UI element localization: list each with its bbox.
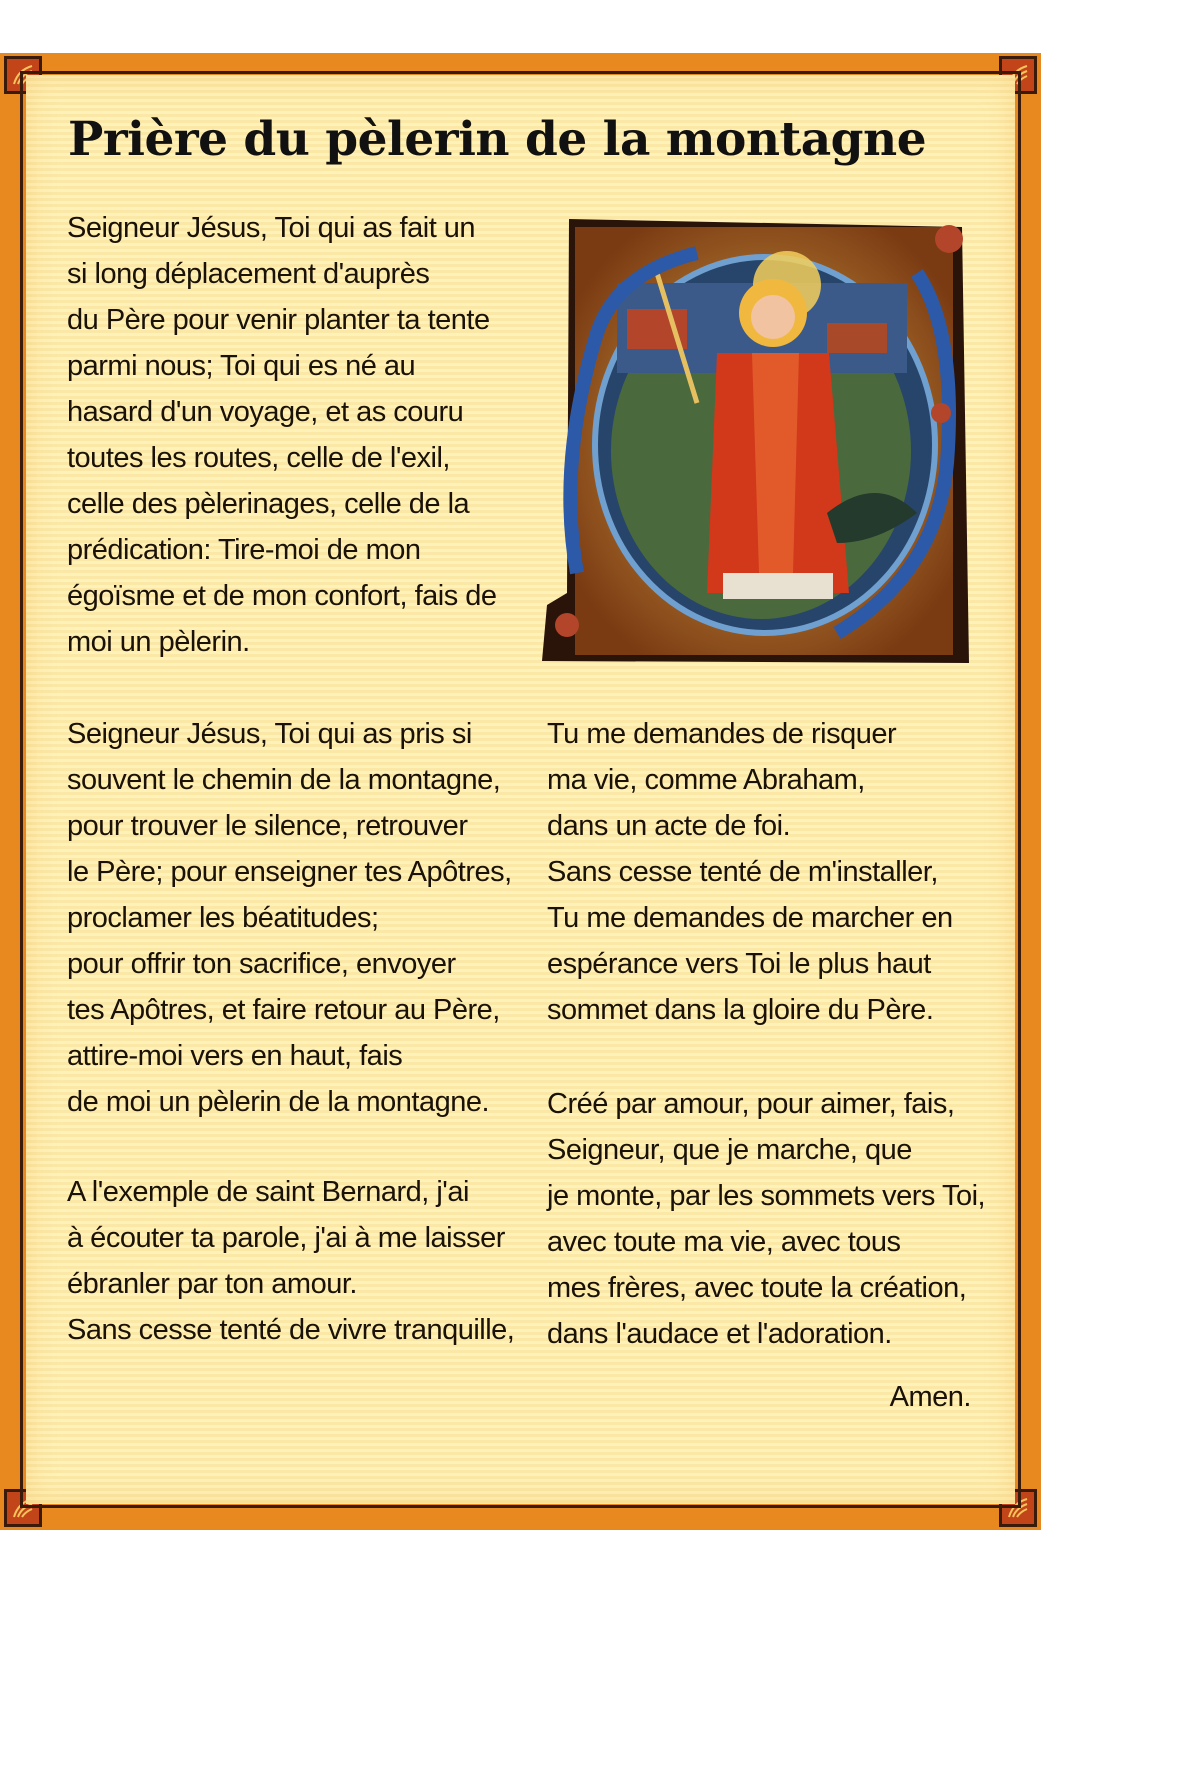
text-line: Sans cesse tenté de m'installer, bbox=[547, 856, 938, 888]
text-line: de moi un pèlerin de la montagne. bbox=[67, 1086, 490, 1118]
paragraph-4 bbox=[547, 711, 953, 1033]
text-line: ébranler par ton amour. bbox=[67, 1268, 357, 1300]
text-line: Créé par amour, pour aimer, fais, bbox=[547, 1088, 955, 1120]
illuminated-letter-image bbox=[537, 213, 977, 671]
page-title: Prière du pèlerin de la montagne bbox=[68, 112, 927, 167]
text-line: Seigneur, que je marche, que bbox=[547, 1134, 912, 1166]
text-line: sommet dans la gloire du Père. bbox=[547, 994, 934, 1026]
text-line: pour offrir ton sacrifice, envoyer bbox=[67, 948, 456, 980]
text-line: souvent le chemin de la montagne, bbox=[67, 764, 501, 796]
text-line: égoïsme et de mon confort, fais de bbox=[67, 580, 497, 612]
text-line: dans l'audace et l'adoration. bbox=[547, 1318, 892, 1350]
text-line: celle des pèlerinages, celle de la bbox=[67, 488, 470, 520]
text-line: à écouter ta parole, j'ai à me laisser bbox=[67, 1222, 505, 1254]
text-line: avec toute ma vie, avec tous bbox=[547, 1226, 901, 1258]
text-line: Seigneur Jésus, Toi qui as fait un bbox=[67, 212, 476, 244]
text-line: Sans cesse tenté de vivre tranquille, bbox=[67, 1314, 515, 1346]
text-line: si long déplacement d'auprès bbox=[67, 258, 430, 290]
text-line: proclamer les béatitudes; bbox=[67, 902, 379, 934]
text-line: toutes les routes, celle de l'exil, bbox=[67, 442, 450, 474]
text-line: Seigneur Jésus, Toi qui as pris si bbox=[67, 718, 472, 750]
text-line: prédication: Tire-moi de mon bbox=[67, 534, 421, 566]
paragraph-5 bbox=[547, 1081, 985, 1357]
text-line: ma vie, comme Abraham, bbox=[547, 764, 865, 796]
text-line: attire-moi vers en haut, fais bbox=[67, 1040, 403, 1072]
text-line: du Père pour venir planter ta tente bbox=[67, 304, 490, 336]
text-line: pour trouver le silence, retrouver bbox=[67, 810, 468, 842]
closing-amen: Amen. bbox=[889, 1381, 971, 1413]
text-line: parmi nous; Toi qui es né au bbox=[67, 350, 416, 382]
paragraph-2 bbox=[67, 711, 512, 1125]
text-line: Tu me demandes de risquer bbox=[547, 718, 897, 750]
text-line: A l'exemple de saint Bernard, j'ai bbox=[67, 1176, 469, 1208]
text-line: espérance vers Toi le plus haut bbox=[547, 948, 931, 980]
text-line: hasard d'un voyage, et as couru bbox=[67, 396, 464, 428]
text-line: moi un pèlerin. bbox=[67, 626, 250, 658]
text-line: dans un acte de foi. bbox=[547, 810, 791, 842]
paragraph-3 bbox=[67, 1169, 514, 1353]
saint-miniature-icon bbox=[537, 213, 977, 671]
text-line: je monte, par les sommets vers Toi, bbox=[547, 1180, 986, 1212]
text-line: le Père; pour enseigner tes Apôtres, bbox=[67, 856, 512, 888]
text-line: tes Apôtres, et faire retour au Père, bbox=[67, 994, 500, 1026]
text-line: mes frères, avec toute la création, bbox=[547, 1272, 967, 1304]
paragraph-1 bbox=[67, 205, 497, 665]
text-line: Tu me demandes de marcher en bbox=[547, 902, 953, 934]
